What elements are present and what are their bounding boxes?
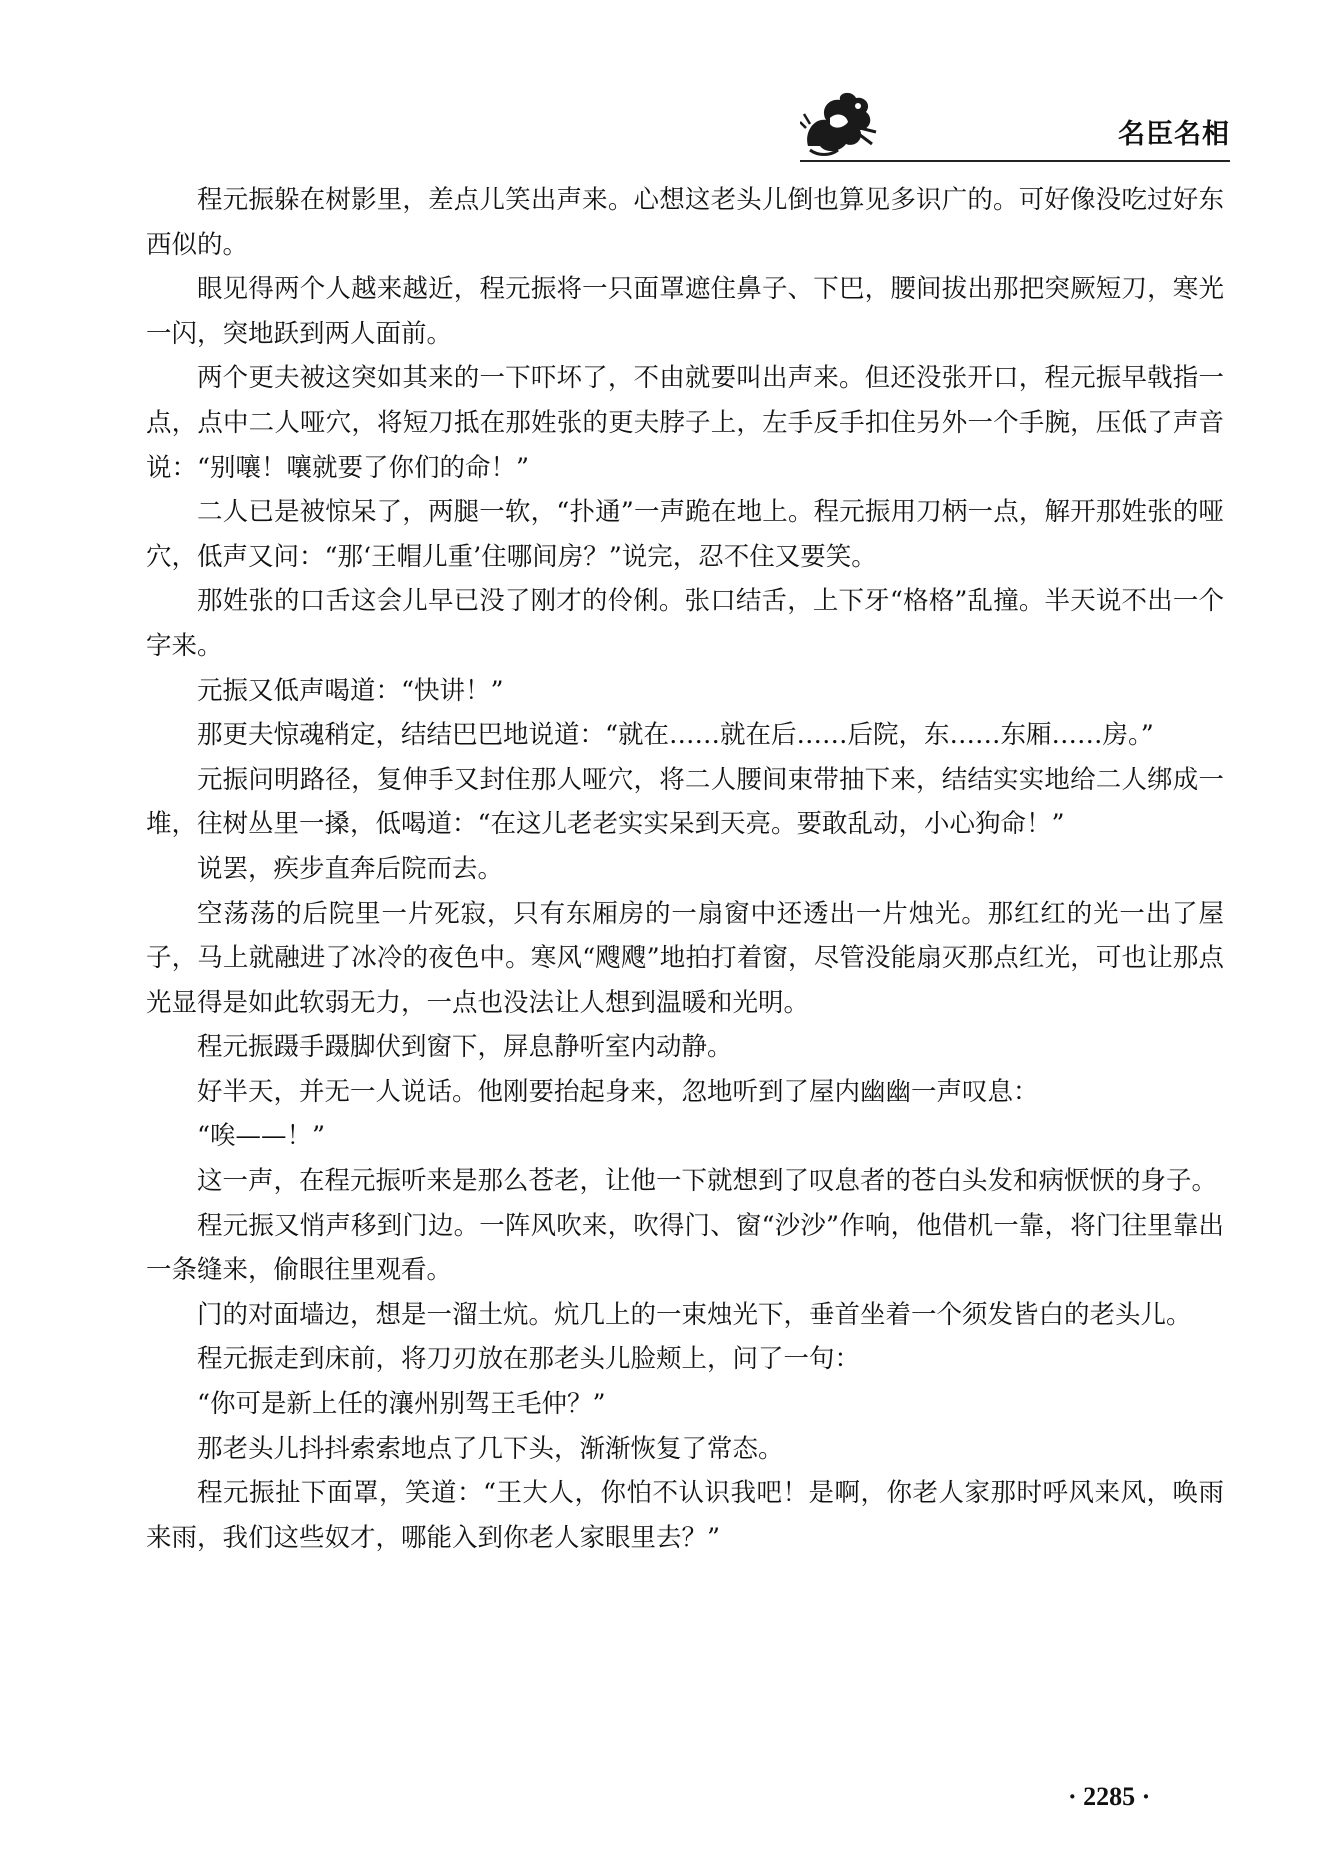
paragraph: 程元振蹑手蹑脚伏到窗下，屏息静听室内动静。 xyxy=(197,1032,733,1063)
running-header xyxy=(800,88,1230,166)
paragraph: “唉——！” xyxy=(197,1121,326,1152)
paragraph: 这一声，在程元振听来是那么苍老，让他一下就想到了叹息者的苍白头发和病恹恹的身子。 xyxy=(197,1166,1218,1197)
page-number: · 2285 · xyxy=(1068,1782,1151,1811)
paragraph: 眼见得两个人越来越近，程元振将一只面罩遮住鼻子、下巴，腰间拔出那把突厥短刀，寒光一闪，突地跃到两人面前。 xyxy=(146,274,1224,349)
paragraph: 好半天，并无一人说话。他刚要抬起身来，忽地听到了屋内幽幽一声叹息： xyxy=(197,1076,1039,1107)
paragraph: 二人已是被惊呆了，两腿一软，“扑通”一声跪在地上。程元振用刀柄一点，解开那姓张的哑穴，低声又问：“那‘王帽儿重’住哪间房？”说完，忍不住又要笑。 xyxy=(146,497,1224,572)
paragraph: 元振又低声喝道：“快讲！” xyxy=(197,675,504,706)
paragraph: 那老头儿抖抖索索地点了几下头，渐渐恢复了常态。 xyxy=(197,1433,784,1464)
paragraph: “你可是新上任的瀼州别驾王毛仲？” xyxy=(197,1389,606,1420)
paragraph: 程元振躲在树影里，差点儿笑出声来。心想这老头儿倒也算见多识广的。可好像没吃过好东西似的。 xyxy=(146,185,1224,260)
paragraph: 那更夫惊魂稍定，结结巴巴地说道：“就在……就在后……后院，东……东厢……房。” xyxy=(197,720,1154,751)
paragraph: 说罢，疾步直奔后院而去。 xyxy=(197,853,504,884)
body-text xyxy=(146,178,1224,1560)
paragraph: 程元振走到床前，将刀刃放在那老头儿脸颊上，问了一句： xyxy=(197,1344,861,1375)
paragraph: 程元振扯下面罩，笑道：“王大人，你怕不认识我吧！是啊，你老人家那时呼风来风，唤雨来雨，我们这些奴才，哪能入到你老人家眼里去？” xyxy=(146,1478,1224,1553)
header-rule xyxy=(800,160,1230,162)
paragraph: 空荡荡的后院里一片死寂，只有东厢房的一扇窗中还透出一片烛光。那红红的光一出了屋子，马上就融进了冰冷的夜色中。寒风“飕飕”地拍打着窗，尽管没能扇灭那点红光，可也让那点光显得是如此软弱无力，一点也没法让人想到温暖和光明。 xyxy=(146,898,1224,1018)
dragon-emblem-icon xyxy=(800,88,878,158)
header-title: 名臣名相 xyxy=(1118,119,1230,150)
paragraph: 门的对面墙边，想是一溜土炕。炕几上的一束烛光下，垂首坐着一个须发皆白的老头儿。 xyxy=(197,1299,1192,1330)
paragraph: 元振问明路径，复伸手又封住那人哑穴，将二人腰间束带抽下来，结结实实地给二人绑成一堆，往树丛里一搡，低喝道：“在这儿老老实实呆到天亮。要敢乱动，小心狗命！” xyxy=(146,764,1224,840)
paragraph: 程元振又悄声移到门边。一阵风吹来，吹得门、窗“沙沙”作响，他借机一靠，将门往里靠出一条缝来，偷眼往里观看。 xyxy=(146,1210,1224,1286)
paragraph: 那姓张的口舌这会儿早已没了刚才的伶俐。张口结舌，上下牙“格格”乱撞。半天说不出一个字来。 xyxy=(146,586,1224,661)
paragraph: 两个更夫被这突如其来的一下吓坏了，不由就要叫出声来。但还没张开口，程元振早戟指一点，点中二人哑穴，将短刀抵在那姓张的更夫脖子上，左手反手扣住另外一个手腕，压低了声音说：“别嚷！嚷就要了你们的命！” xyxy=(146,363,1224,483)
